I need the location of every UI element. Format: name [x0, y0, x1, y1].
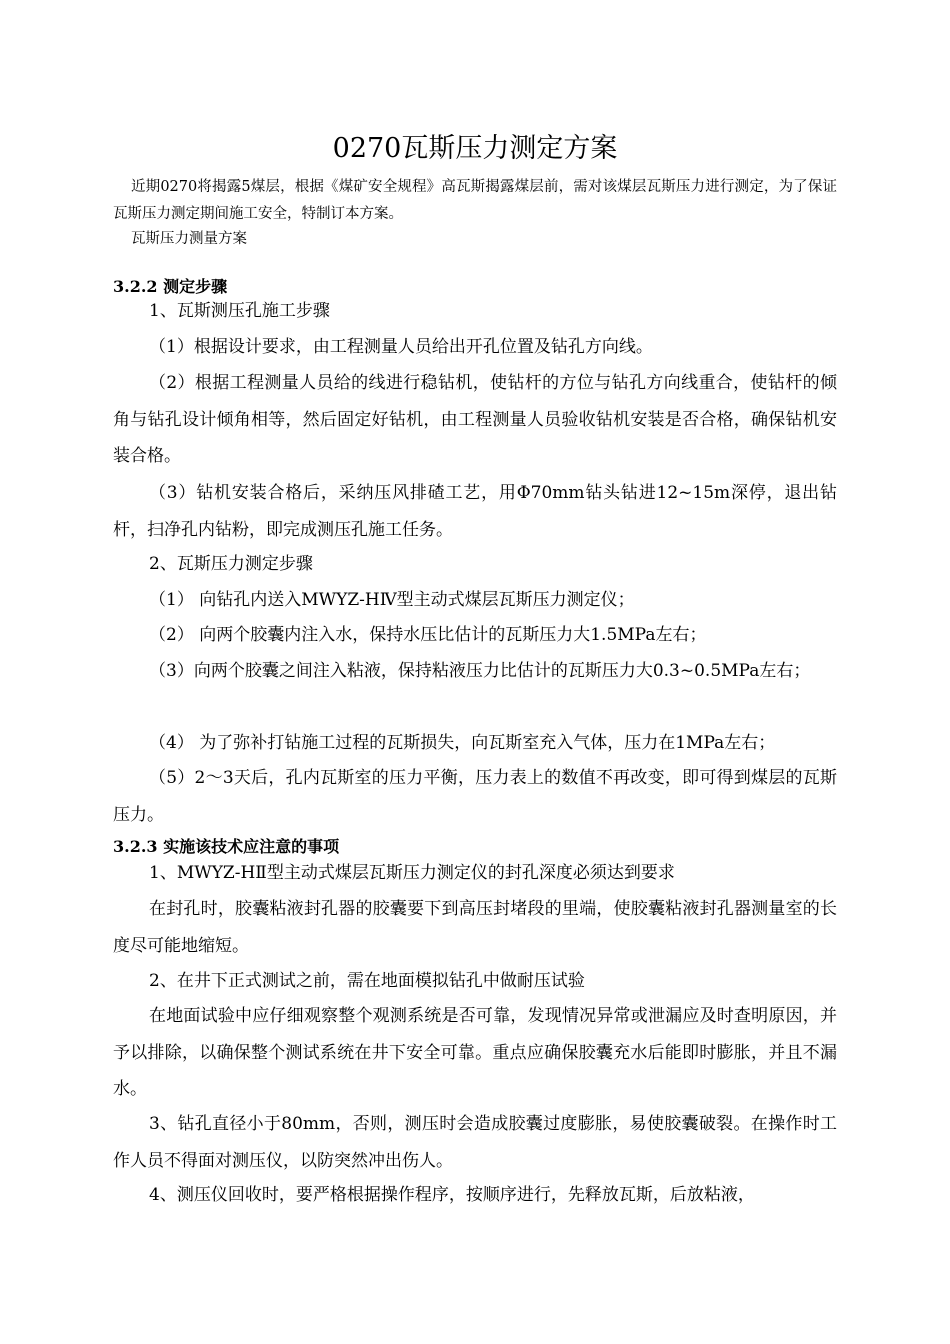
- step2-item: （4） 为了弥补打钻施工过程的瓦斯损失，向瓦斯室充入气体，压力在1MPa左右；: [149, 733, 776, 753]
- notice-item-title: 2、在井下正式测试之前，需在地面模拟钻孔中做耐压试验: [149, 971, 585, 991]
- intro-paragraph: 近期0270将揭露5煤层，根据《煤矿安全规程》高瓦斯揭露煤层前，需对该煤层瓦斯压力进行测定，为了保证瓦斯压力测定期间施工安全，特制订本方案。: [113, 179, 837, 222]
- step1-item: （2）根据工程测量人员给的线进行稳钻机，使钻杆的方位与钻孔方向线重合，使钻杆的倾角与钻孔设计倾角相等，然后固定好钻机，由工程测量人员验收钻机安装是否合格，确保钻机安装合格。: [113, 373, 837, 466]
- step2-item: （2） 向两个胶囊内注入水，保持水压比估计的瓦斯压力大1.5MPa左右；: [149, 625, 707, 645]
- step1-title: 1、瓦斯测压孔施工步骤: [149, 301, 330, 321]
- step2-item: （1） 向钻孔内送入MWYZ-HⅣ型主动式煤层瓦斯压力测定仪；: [149, 590, 635, 610]
- step1-item: （1）根据设计要求，由工程测量人员给出开孔位置及钻孔方向线。: [149, 337, 653, 357]
- section-heading-322: 3.2.2 测定步骤: [113, 277, 228, 296]
- notice-item-body: 在封孔时，胶囊粘液封孔器的胶囊要下到高压封堵段的里端，使胶囊粘液封孔器测量室的长度尽可能地缩短。: [113, 899, 837, 956]
- notice-item-body: 在地面试验中应仔细观察整个观测系统是否可靠，发现情况异常或泄漏应及时查明原因，并予以排除，以确保整个测试系统在井下安全可靠。重点应确保胶囊充水后能即时膨胀，并且不漏水。: [113, 1006, 837, 1099]
- step2-item: （5）2～3天后，孔内瓦斯室的压力平衡，压力表上的数值不再改变，即可得到煤层的瓦斯压力。: [113, 768, 837, 825]
- step2-title: 2、瓦斯压力测定步骤: [149, 554, 313, 574]
- notice-item-title: 1、MWYZ-HⅡ型主动式煤层瓦斯压力测定仪的封孔深度必须达到要求: [149, 863, 675, 883]
- step2-item: （3）向两个胶囊之间注入粘液，保持粘液压力比估计的瓦斯压力大0.3~0.5MPa左右；: [149, 661, 811, 681]
- notice-item: 4、测压仪回收时，要严格根据操作程序，按顺序进行，先释放瓦斯，后放粘液，: [149, 1185, 755, 1205]
- intro-subtitle: 瓦斯压力测量方案: [131, 231, 247, 247]
- notice-item: 3、钻孔直径小于80mm，否则，测压时会造成胶囊过度膨胀，易使胶囊破裂。在操作时工作人员不得面对测压仪，以防突然冲出伤人。: [113, 1114, 837, 1171]
- step1-item: （3）钻机安装合格后，采纳压风排碴工艺，用Φ70mm钻头钻进12~15m深停，退出钻杆，扫净孔内钻粉，即完成测压孔施工任务。: [113, 483, 837, 540]
- document-title: 0270瓦斯压力测定方案: [332, 133, 618, 164]
- section-heading-323: 3.2.3 实施该技术应注意的事项: [113, 837, 340, 856]
